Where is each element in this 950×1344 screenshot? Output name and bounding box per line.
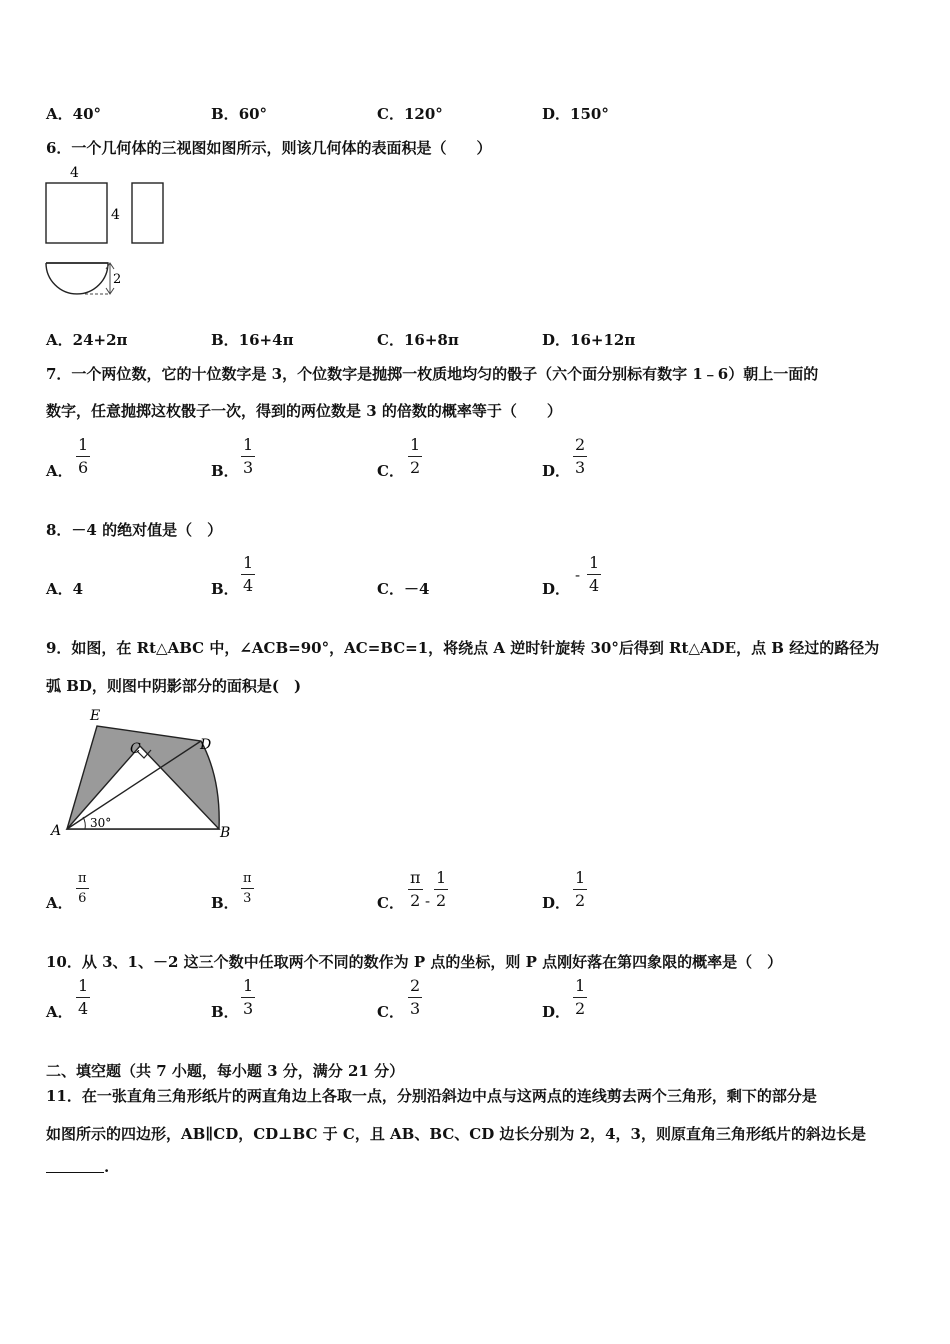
q8-option-c: C．－4 — [377, 580, 430, 598]
q6-stem: 6．一个几何体的三视图如图所示，则该几何体的表面积是（ ） — [46, 139, 492, 157]
q6-option-c: C．16+8π — [377, 331, 459, 349]
svg-text:B: B — [220, 825, 231, 841]
q6-top-view-semicircle — [46, 263, 108, 294]
svg-text:C: C — [130, 741, 141, 757]
q7-option-c-fraction: 1 2 — [410, 435, 421, 477]
q9-option-c-label: C． — [377, 894, 404, 912]
q8-option-d-sign: - — [575, 566, 581, 584]
q7-stem-line1: 7．一个两位数，它的十位数字是 3，个位数字是抛掷一枚质地均匀的骰子（六个面分别标有数字 1﹣6）朝上一面的 — [46, 365, 819, 383]
q10-option-a-fraction: 1 4 — [78, 976, 89, 1018]
q9-option-d-fraction: 1 2 — [575, 868, 586, 910]
svg-text:E: E — [90, 708, 101, 724]
q8-option-d-label: D． — [542, 580, 571, 598]
q7-option-d-label: D． — [542, 462, 571, 480]
q5-option-b: B．60° — [211, 105, 268, 123]
q7-option-d-fraction: 2 3 — [575, 435, 586, 477]
q10-option-d-label: D． — [542, 1003, 571, 1021]
q9-option-b-fraction: π 3 — [243, 871, 252, 906]
q9-rotation-figure — [40, 703, 240, 848]
q6-option-d: D．16+12π — [542, 331, 636, 349]
q7-option-a-fraction: 1 6 — [78, 435, 89, 477]
svg-text:D: D — [200, 737, 212, 753]
q9-option-d-label: D． — [542, 894, 571, 912]
q7-option-b-label: B． — [211, 462, 239, 480]
q10-option-c-label: C． — [377, 1003, 404, 1021]
q9-option-c-fraction-1: π 2 — [410, 868, 421, 910]
q7-option-b-fraction: 1 3 — [243, 435, 254, 477]
q8-option-b-fraction: 1 4 — [243, 553, 254, 595]
q11-answer-blank — [46, 1172, 104, 1173]
q11-stem-line1: 11．在一张直角三角形纸片的两直角边上各取一点，分别沿斜边中点与这两点的连线剪去两个三角形，剩下的部分是 — [46, 1087, 817, 1105]
q9-stem-line2: 弧 BD，则图中阴影部分的面积是( ) — [46, 677, 302, 695]
q6-front-view — [46, 183, 107, 243]
q11-tail: . — [104, 1158, 110, 1176]
svg-text:A: A — [51, 823, 62, 839]
q8-stem: 8．－4 的绝对值是（ ） — [46, 521, 223, 539]
q5-option-c: C．120° — [377, 105, 443, 123]
q8-option-a: A．4 — [46, 580, 84, 598]
q6-height-dim-label: 2 — [113, 272, 122, 287]
q8-option-b-label: B． — [211, 580, 239, 598]
q7-stem-line2: 数字，任意抛掷这枚骰子一次，得到的两位数是 3 的倍数的概率等于（ ） — [46, 402, 562, 420]
q10-option-c-fraction: 2 3 — [410, 976, 421, 1018]
q6-side-view — [132, 183, 163, 243]
q10-option-b-fraction: 1 3 — [243, 976, 254, 1018]
q6-top-dim-label: 4 — [70, 165, 79, 181]
q6-option-a: A．24+2π — [46, 331, 128, 349]
q5-option-d: D．150° — [542, 105, 609, 123]
q10-stem: 10．从 3、1、－2 这三个数中任取两个不同的数作为 P 点的坐标，则 P 点刚好落在第四象限的概率是（ ） — [46, 953, 783, 971]
q10-option-b-label: B． — [211, 1003, 239, 1021]
q9-option-c-fraction-2: 1 2 — [436, 868, 447, 910]
q9-option-b-label: B． — [211, 894, 239, 912]
q6-side-dim-label: 4 — [111, 207, 120, 223]
q5-option-a: A．40° — [46, 105, 102, 123]
q8-option-d-fraction: 1 4 — [589, 553, 600, 595]
section2-heading: 二、填空题（共 7 小题，每小题 3 分，满分 21 分） — [46, 1062, 405, 1080]
q7-option-a-label: A． — [46, 462, 73, 480]
q6-three-view-figure — [40, 163, 180, 303]
q10-option-a-label: A． — [46, 1003, 73, 1021]
q6-option-b: B．16+4π — [211, 331, 294, 349]
q9-stem-line1: 9．如图，在 Rt△ABC 中，∠ACB=90°，AC=BC=1，将绕点 A 逆时针旋转 30°后得到 Rt△ADE，点 B 经过的路径为 — [46, 639, 880, 657]
q9-option-a-fraction: π 6 — [78, 871, 87, 906]
svg-text:30°: 30° — [90, 816, 112, 830]
q10-option-d-fraction: 1 2 — [575, 976, 586, 1018]
q11-stem-line2: 如图所示的四边形，AB∥CD，CD⊥BC 于 C，且 AB、BC、CD 边长分别为 2，4，3，则原直角三角形纸片的斜边长是 — [46, 1125, 866, 1143]
q7-option-c-label: C． — [377, 462, 404, 480]
q9-option-a-label: A． — [46, 894, 73, 912]
q9-option-c-minus: - — [425, 892, 431, 910]
